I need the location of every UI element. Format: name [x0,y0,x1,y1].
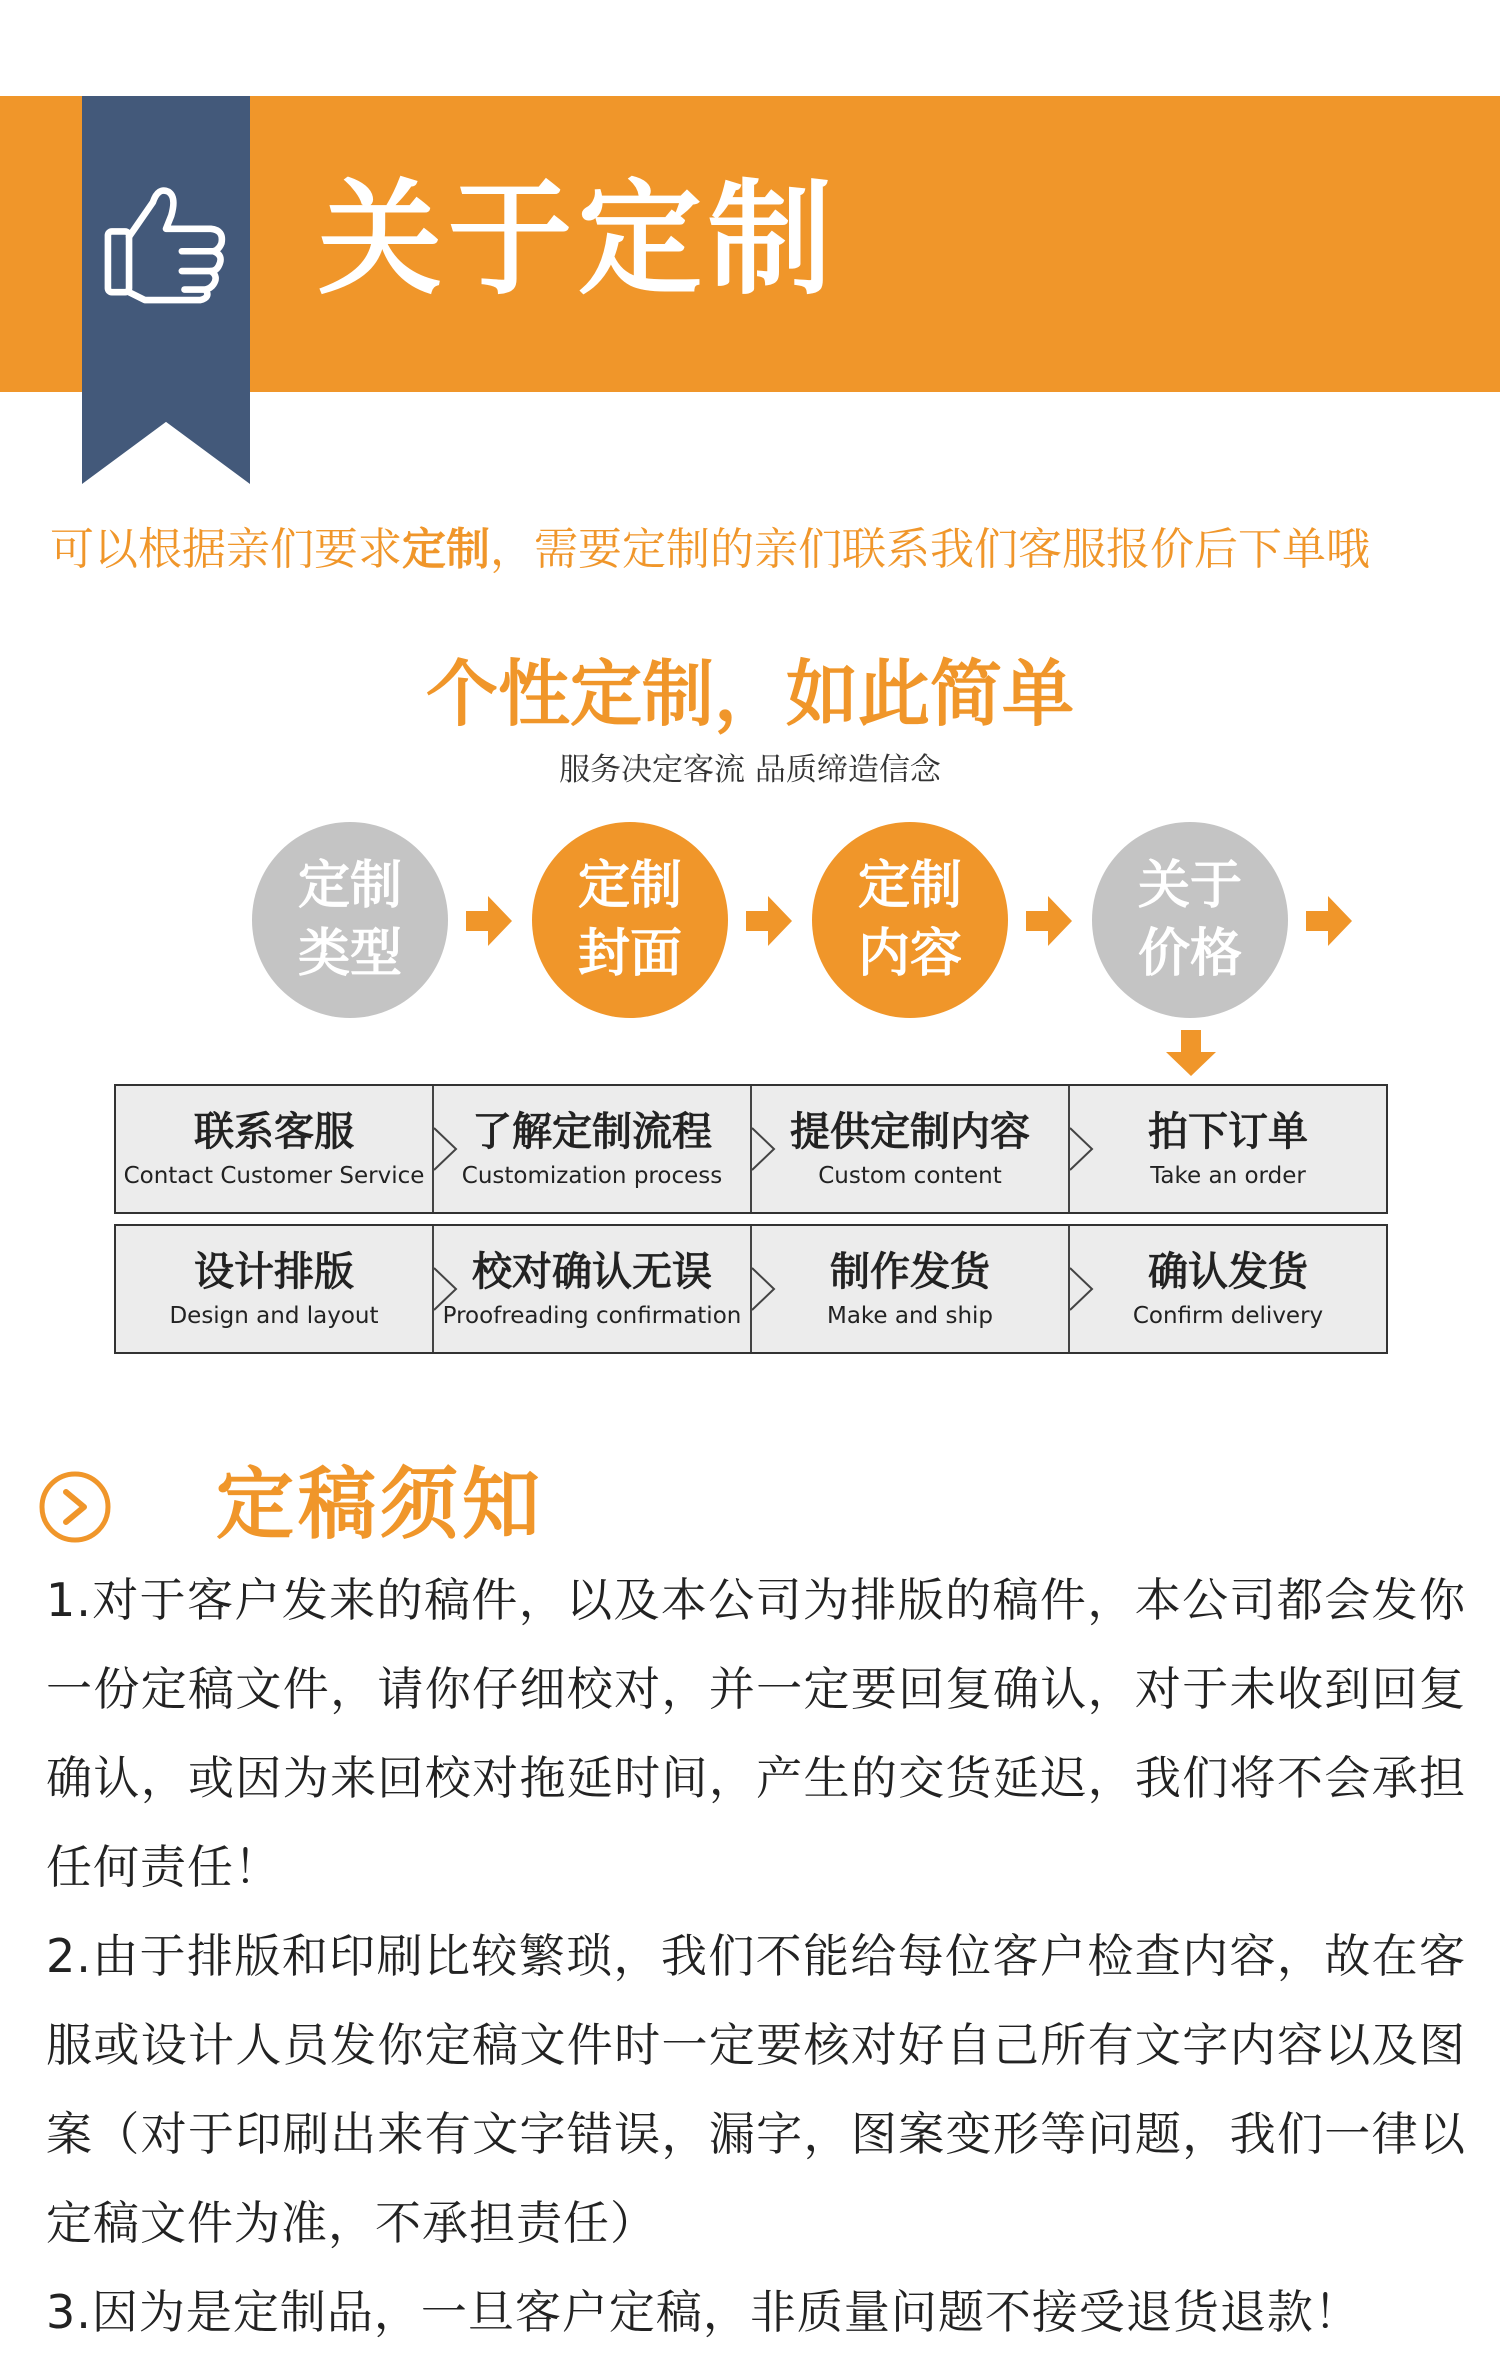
intro-text: 可以根据亲们要求定制，需要定制的亲们联系我们客服报价后下单哦 [50,524,1370,575]
step-circle-cover: 定制 封面 [532,822,728,1018]
notice-item: 3.因为是定制品，一旦客户定稿，非质量问题不接受退货退款！ [46,2285,1361,2339]
process-row-1 [114,1084,1388,1214]
chevron-right-icon [432,1266,458,1312]
chevron-right-icon [432,1126,458,1172]
step-circle-content: 定制 内容 [812,822,1008,1018]
process-step-contact: 联系客服 Contact Customer Service [123,1109,425,1189]
banner-title: 关于定制 [318,168,839,312]
thumbs-up-icon [100,176,232,308]
arrow-right-icon [1306,896,1352,946]
step-circle-price: 关于 价格 [1092,822,1288,1018]
chevron-right-icon [750,1266,776,1312]
arrow-right-icon [466,896,512,946]
notice-item: 2.由于排版和印刷比较繁琐，我们不能给每位客户检查内容，故在客服或设计人员发你定稿文件时一定要核对好自己所有文字内容以及图案（对于印刷出来有文字错误，漏字，图案变形等问题，我们一律以定稿文件为准，不承担责任） [46,1929,1466,2250]
process-step-design: 设计排版 Design and layout [169,1249,379,1329]
arrow-right-icon [1026,896,1072,946]
flow-title: 个性定制，如此简单 [425,652,1074,736]
notice-body [46,1556,1466,2357]
process-step-learn: 了解定制流程 Customization process [432,1086,750,1212]
play-circle-icon [38,1470,112,1544]
process-step-provide: 提供定制内容 Custom content [750,1086,1068,1212]
chevron-right-icon [750,1126,776,1172]
chevron-right-icon [1068,1266,1094,1312]
step-circle-type: 定制 类型 [252,822,448,1018]
process-row-2 [114,1224,1388,1354]
process-step-ship: 制作发货 Make and ship [750,1226,1068,1352]
process-step-order: 拍下订单 Take an order [1068,1086,1386,1212]
chevron-right-icon [1068,1126,1094,1172]
process-step-proofread: 校对确认无误 Proofreading confirmation [432,1226,750,1352]
intro-highlight: 定制 [402,524,490,575]
process-step-confirm: 确认发货 Confirm delivery [1068,1226,1386,1352]
notice-item: 1.对于客户发来的稿件，以及本公司为排版的稿件，本公司都会发你一份定稿文件，请你仔细校对，并一定要回复确认，对于未收到回复确认，或因为来回校对拖延时间，产生的交货延迟，我们将不会承担任何责任！ [46,1573,1466,1894]
arrow-right-icon [746,896,792,946]
notice-title: 定稿须知 [216,1460,545,1550]
flow-slogan: 服务决定客流 品质缔造信念 [559,752,941,788]
arrow-down-icon [1166,1030,1216,1076]
